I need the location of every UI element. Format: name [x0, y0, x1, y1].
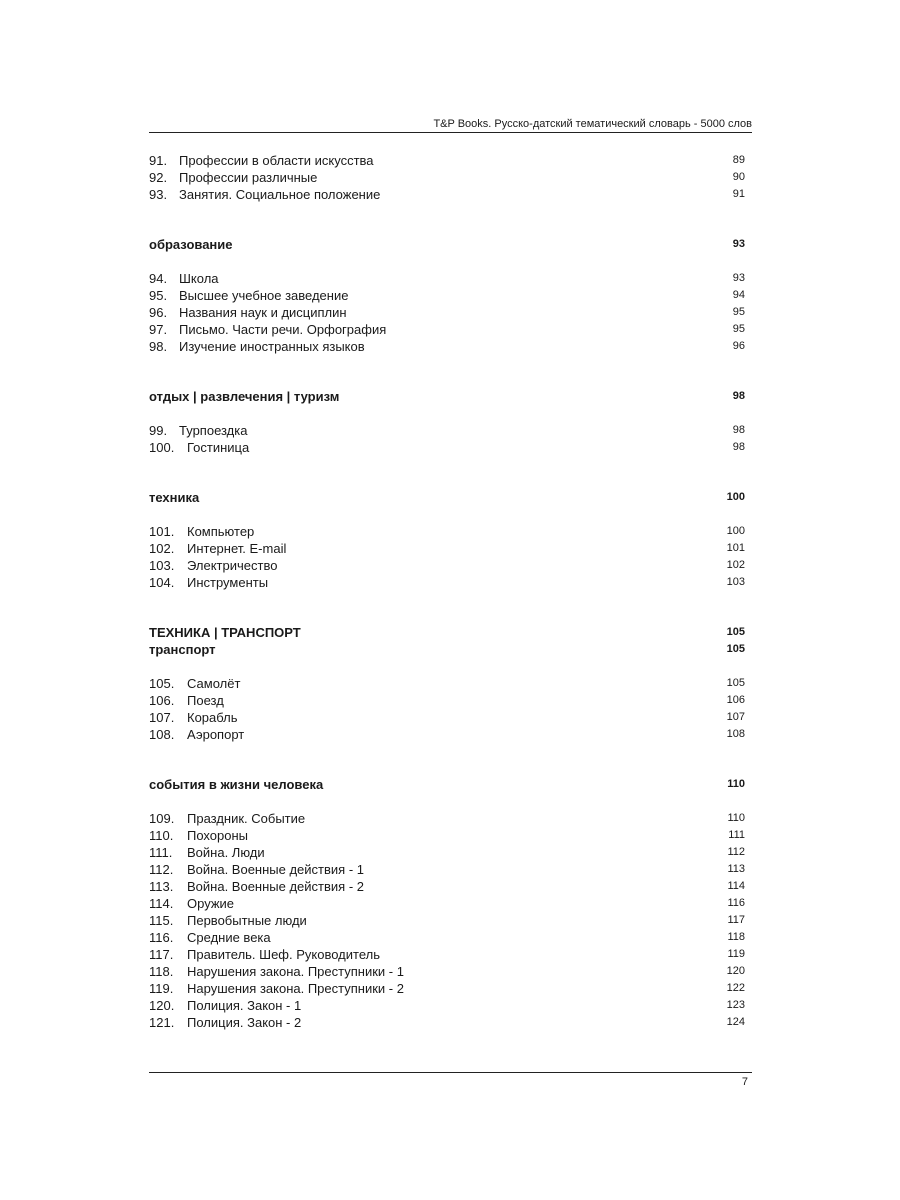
toc-entry [149, 557, 745, 574]
section-title: транспорт [149, 642, 216, 657]
section-page: 110 [727, 778, 745, 790]
section-heading [149, 641, 745, 658]
toc-entry [149, 980, 745, 997]
entry-title: Гостиница [187, 440, 250, 455]
spacer [149, 506, 745, 523]
entry-page: 98 [732, 441, 745, 453]
entry-title: Электричество [187, 558, 278, 573]
spacer [149, 743, 745, 776]
section-title: события в жизни человека [149, 777, 324, 792]
entry-title: Компьютер [187, 524, 255, 539]
toc-entry [149, 963, 745, 980]
entry-title: Оружие [187, 896, 235, 911]
part-page: 105 [726, 626, 745, 638]
toc-entry [149, 540, 745, 557]
entry-page: 124 [726, 1016, 745, 1028]
spacer [149, 658, 745, 675]
entry-title: Полиция. Закон - 2 [187, 1015, 302, 1030]
page-number: 7 [741, 1076, 748, 1088]
toc-entry [149, 810, 745, 827]
entry-page: 94 [732, 289, 745, 301]
entry-number: 110. [149, 828, 174, 843]
entry-title: Война. Военные действия - 2 [187, 879, 364, 894]
toc-entry [149, 997, 745, 1014]
entry-page: 108 [726, 728, 745, 740]
entry-number: 120. [149, 998, 175, 1013]
entry-page: 96 [732, 340, 745, 352]
entry-page: 123 [726, 999, 745, 1011]
entry-page: 107 [726, 711, 745, 723]
toc-entry [149, 169, 745, 186]
entry-number: 98. [149, 339, 168, 354]
toc-entry [149, 186, 745, 203]
entry-number: 97. [149, 322, 168, 337]
entry-page: 120 [726, 965, 745, 977]
section-page: 100 [726, 491, 745, 503]
entry-number: 117. [149, 947, 174, 962]
spacer [149, 591, 745, 624]
entry-number: 104. [149, 575, 175, 590]
entry-title: Инструменты [187, 575, 269, 590]
entry-page: 93 [732, 272, 745, 284]
section-page: 93 [732, 238, 745, 250]
part-heading [149, 624, 745, 641]
entry-title: Полиция. Закон - 1 [187, 998, 302, 1013]
entry-page: 101 [726, 542, 745, 554]
toc-entry [149, 709, 745, 726]
toc-entry [149, 287, 745, 304]
section-title: отдых | развлечения | туризм [149, 389, 340, 404]
entry-page: 89 [732, 154, 745, 166]
entry-page: 90 [732, 171, 745, 183]
entry-number: 92. [149, 170, 168, 185]
section-heading [149, 776, 745, 793]
entry-page: 98 [732, 424, 745, 436]
entry-page: 102 [726, 559, 745, 571]
entry-number: 115. [149, 913, 174, 928]
toc-entry [149, 878, 745, 895]
entry-title: Письмо. Части речи. Орфография [179, 322, 387, 337]
toc-entry [149, 692, 745, 709]
entry-page: 110 [727, 812, 745, 824]
footer-rule [149, 1072, 752, 1073]
toc-entry [149, 675, 745, 692]
section-title: техника [149, 490, 200, 505]
entry-number: 109. [149, 811, 175, 826]
entry-number: 102. [149, 541, 175, 556]
entry-page: 122 [726, 982, 745, 994]
spacer [149, 203, 745, 236]
toc-entry [149, 861, 745, 878]
entry-title: Профессии различные [179, 170, 318, 185]
toc-entry [149, 338, 745, 355]
spacer [149, 793, 745, 810]
entry-number: 118. [149, 964, 174, 979]
entry-title: Аэропорт [187, 727, 245, 742]
entry-title: Названия наук и дисциплин [179, 305, 347, 320]
entry-title: Правитель. Шеф. Руководитель [187, 947, 380, 962]
entry-title: Интернет. E-mail [187, 541, 287, 556]
table-of-contents [149, 152, 745, 1031]
entry-page: 105 [726, 677, 745, 689]
spacer [149, 355, 745, 388]
section-heading [149, 388, 745, 405]
toc-entry [149, 321, 745, 338]
entry-number: 119. [149, 981, 174, 996]
entry-title: Школа [179, 271, 219, 286]
entry-title: Высшее учебное заведение [179, 288, 349, 303]
entry-page: 114 [727, 880, 745, 892]
entry-title: Праздник. Событие [187, 811, 306, 826]
entry-number: 113. [149, 879, 174, 894]
entry-number: 94. [149, 271, 168, 286]
spacer [149, 405, 745, 422]
entry-page: 116 [727, 897, 745, 909]
entry-page: 95 [732, 306, 745, 318]
entry-title: Изучение иностранных языков [179, 339, 365, 354]
entry-number: 108. [149, 727, 175, 742]
entry-title: Похороны [187, 828, 248, 843]
entry-title: Корабль [187, 710, 238, 725]
entry-number: 103. [149, 558, 175, 573]
toc-entry [149, 439, 745, 456]
toc-entry [149, 422, 745, 439]
entry-title: Война. Люди [187, 845, 265, 860]
section-title: образование [149, 237, 233, 252]
toc-entry [149, 912, 745, 929]
entry-title: Первобытные люди [187, 913, 307, 928]
entry-number: 93. [149, 187, 168, 202]
entry-number: 100. [149, 440, 175, 455]
entry-title: Средние века [187, 930, 271, 945]
entry-page: 111 [728, 829, 745, 841]
toc-entry [149, 152, 745, 169]
entry-title: Поезд [187, 693, 224, 708]
entry-page: 106 [726, 694, 745, 706]
entry-number: 107. [149, 710, 175, 725]
entry-title: Самолёт [187, 676, 241, 691]
entry-title: Турпоездка [179, 423, 248, 438]
toc-entry [149, 726, 745, 743]
section-heading [149, 489, 745, 506]
toc-entry [149, 844, 745, 861]
toc-entry [149, 1014, 745, 1031]
header-rule [149, 132, 752, 133]
toc-entry [149, 574, 745, 591]
book-page [149, 0, 752, 1200]
toc-entry [149, 827, 745, 844]
spacer [149, 456, 745, 489]
toc-entry [149, 929, 745, 946]
entry-number: 105. [149, 676, 175, 691]
entry-page: 91 [732, 188, 745, 200]
section-page: 98 [732, 390, 745, 402]
entry-title: Занятия. Социальное положение [179, 187, 381, 202]
entry-number: 106. [149, 693, 175, 708]
entry-number: 91. [149, 153, 168, 168]
toc-entry [149, 523, 745, 540]
entry-number: 101. [149, 524, 175, 539]
entry-page: 112 [727, 846, 745, 858]
entry-number: 111. [149, 845, 173, 860]
entry-number: 95. [149, 288, 168, 303]
part-title: ТЕХНИКА | ТРАНСПОРТ [149, 625, 301, 640]
entry-number: 99. [149, 423, 168, 438]
entry-title: Профессии в области искусства [179, 153, 374, 168]
entry-page: 100 [726, 525, 745, 537]
entry-number: 96. [149, 305, 168, 320]
toc-entry [149, 270, 745, 287]
running-header: T&P Books. Русско-датский тематический словарь - 5000 слов [433, 118, 752, 130]
entry-title: Нарушения закона. Преступники - 2 [187, 981, 404, 996]
entry-page: 95 [732, 323, 745, 335]
toc-entry [149, 304, 745, 321]
entry-title: Нарушения закона. Преступники - 1 [187, 964, 404, 979]
entry-number: 116. [149, 930, 174, 945]
entry-page: 119 [727, 948, 745, 960]
section-heading [149, 236, 745, 253]
entry-page: 117 [727, 914, 745, 926]
entry-page: 113 [727, 863, 745, 875]
section-page: 105 [726, 643, 745, 655]
entry-page: 103 [726, 576, 745, 588]
entry-number: 121. [149, 1015, 175, 1030]
entry-title: Война. Военные действия - 1 [187, 862, 364, 877]
entry-page: 118 [727, 931, 745, 943]
toc-entry [149, 895, 745, 912]
toc-entry [149, 946, 745, 963]
entry-number: 114. [149, 896, 174, 911]
entry-number: 112. [149, 862, 174, 877]
spacer [149, 253, 745, 270]
